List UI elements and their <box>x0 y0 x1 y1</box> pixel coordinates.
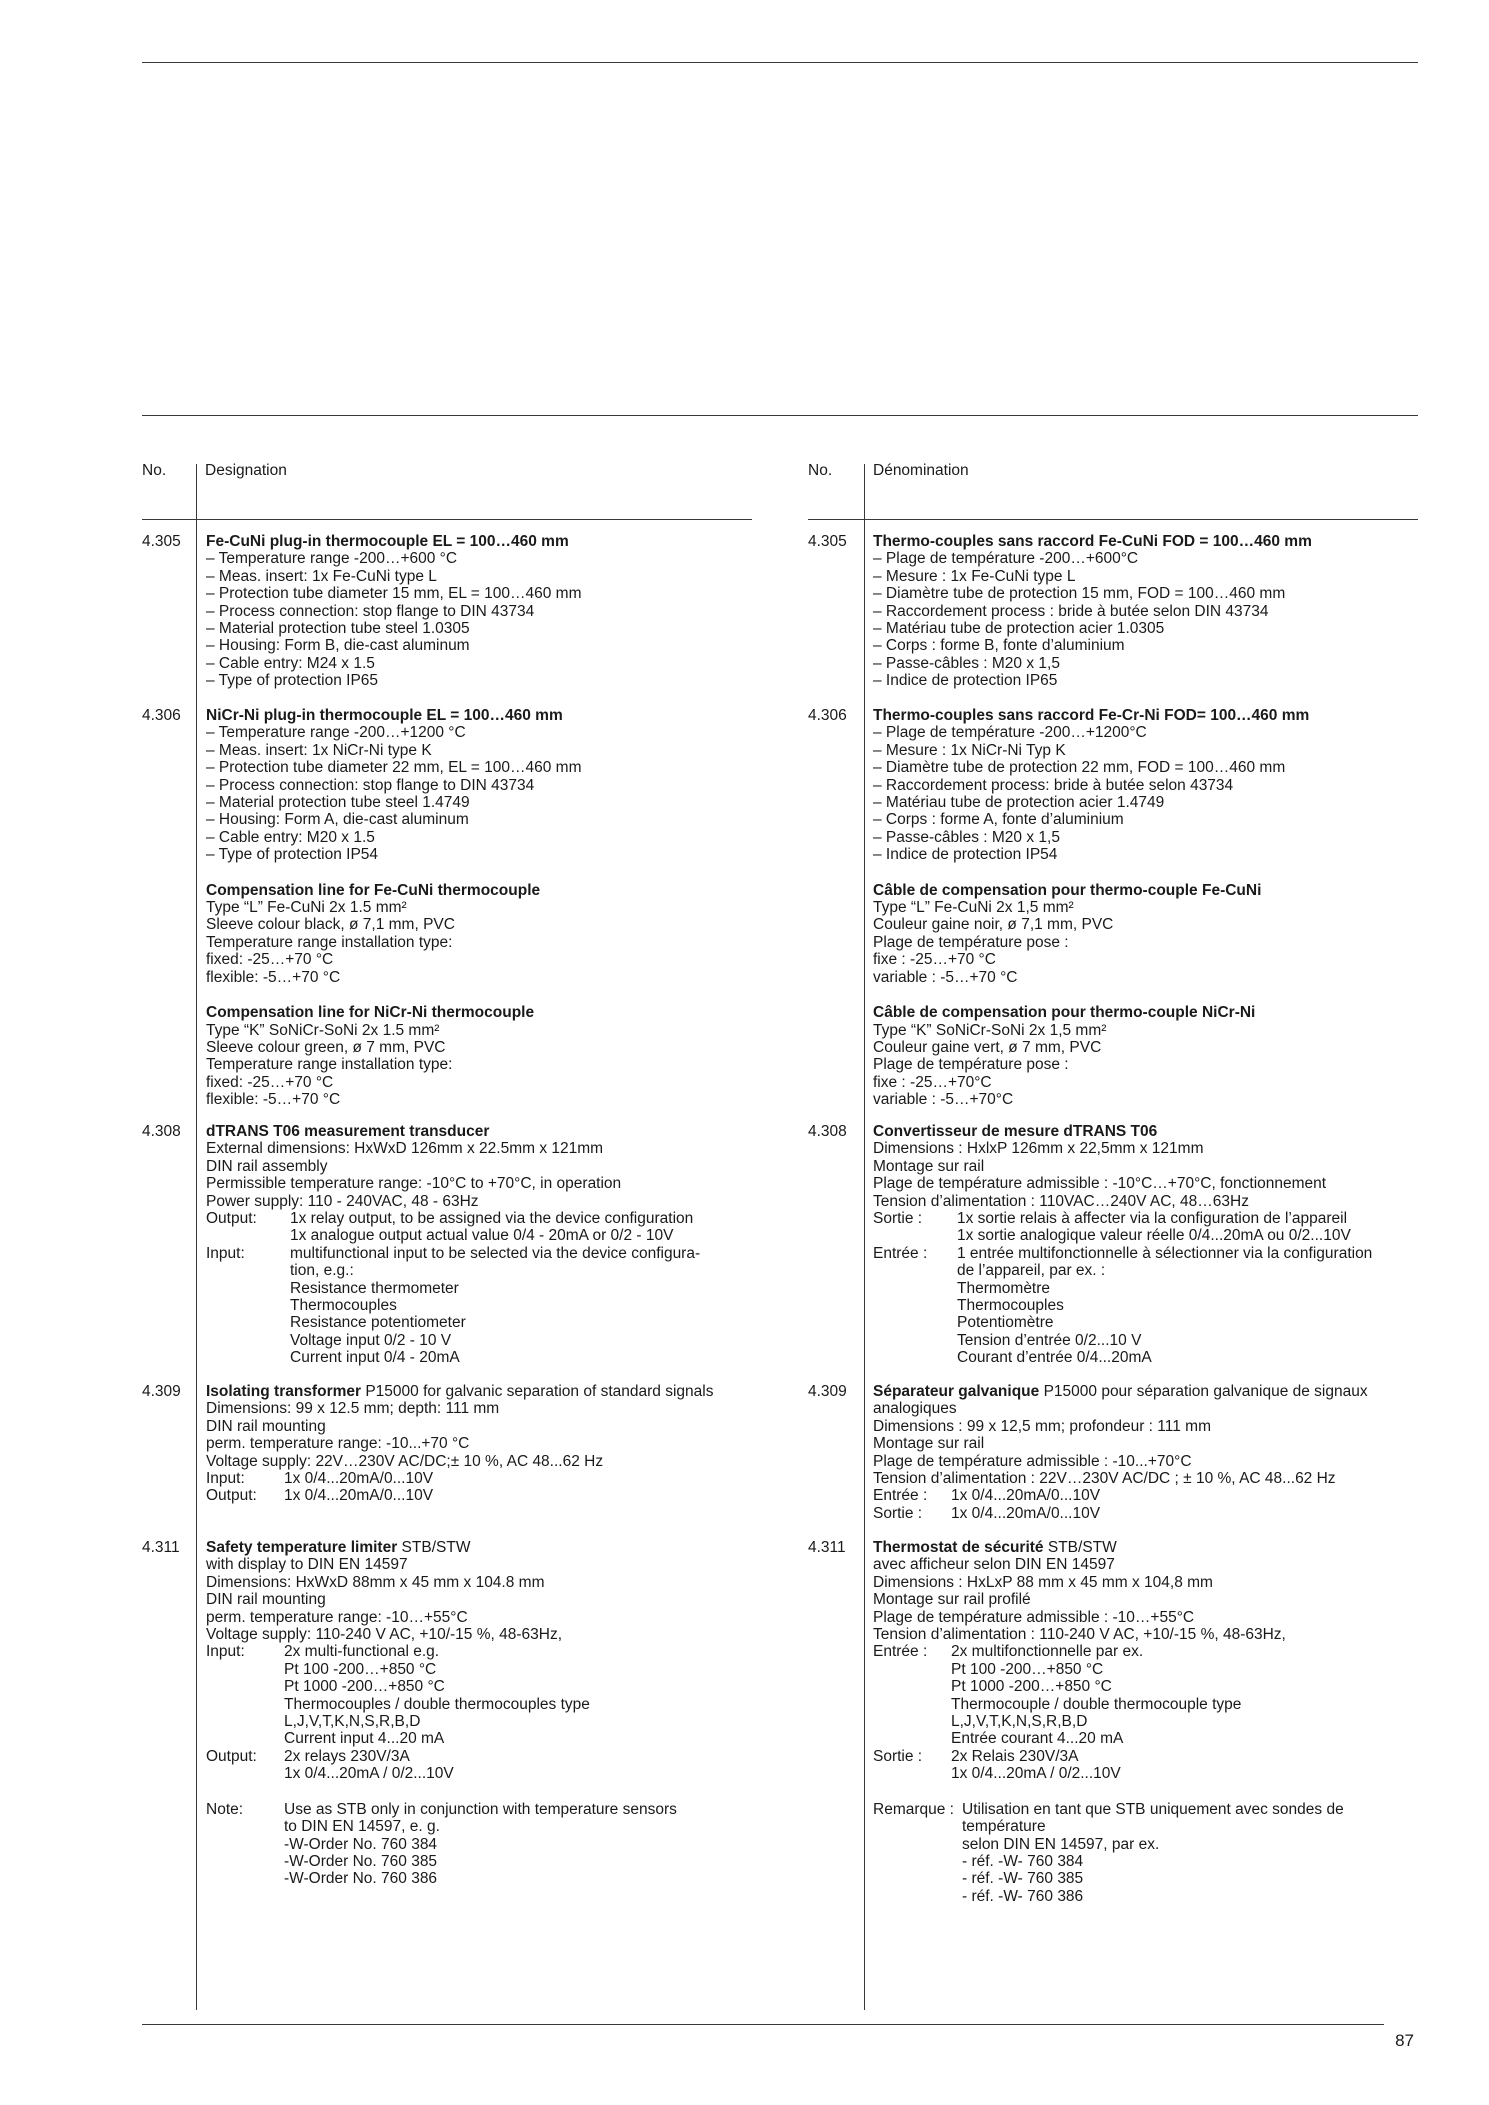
spec-line: fixe : -25…+70°C <box>873 1073 992 1091</box>
spec-line: 1x sortie relais à affecter via la configuration de l’appareil <box>957 1210 1348 1228</box>
entry-4306 <box>808 707 1428 1109</box>
left-header-no: No. <box>142 462 167 479</box>
spec-line: – Mesure : 1x NiCr-Ni Typ K <box>873 741 1066 759</box>
entry-title: Safety temperature limiter <box>206 1539 398 1556</box>
spec-line: – Mesure : 1x Fe-CuNi type L <box>873 567 1076 585</box>
spec-line: température <box>962 1818 1046 1836</box>
output-label: Sortie : <box>873 1504 923 1522</box>
spec-line: Thermocouples <box>290 1297 397 1315</box>
spec-line: Type “K” SoNiCr-SoNi 2x 1,5 mm² <box>873 1021 1107 1039</box>
spec-line: Temperature range installation type: <box>206 933 453 951</box>
spec-line: DIN rail mounting <box>206 1591 326 1609</box>
spec-line: 1x 0/4...20mA/0...10V <box>284 1470 434 1488</box>
entry-number: 4.305 <box>808 533 847 550</box>
spec-line: L,J,V,T,K,N,S,R,B,D <box>951 1713 1088 1731</box>
spec-line: -W-Order No. 760 386 <box>284 1870 438 1888</box>
entry-number: 4.305 <box>142 533 181 550</box>
entry-number: 4.306 <box>142 707 181 724</box>
spec-line: – Protection tube diameter 15 mm, EL = 100…460 mm <box>206 585 582 603</box>
spec-line: – Indice de protection IP65 <box>873 672 1058 690</box>
entry-title: Thermo-couples sans raccord Fe-Cr-Ni FOD= 100…460 mm <box>873 707 1310 724</box>
spec-line: fixe : -25…+70 °C <box>873 951 996 969</box>
right-header-denomination: Dénomination <box>873 462 969 479</box>
entry-4308 <box>808 1123 1428 1367</box>
entry-title-suffix: STB/STW <box>1043 1539 1117 1556</box>
spec-line: Type “K” SoNiCr-SoNi 2x 1.5 mm² <box>206 1021 440 1039</box>
spec-line: 1 entrée multifonctionnelle à sélectionner via la configuration <box>957 1244 1373 1262</box>
spec-line: Tension d’entrée 0/2...10 V <box>957 1331 1142 1349</box>
spec-line: variable : -5…+70°C <box>873 1091 1014 1109</box>
spec-line: DIN rail mounting <box>206 1417 326 1435</box>
spec-line: – Housing: Form A, die-cast aluminum <box>206 811 469 829</box>
spec-line: Entrée courant 4...20 mA <box>951 1730 1124 1748</box>
entry-4309 <box>808 1383 1428 1522</box>
left-header-rule <box>142 519 752 520</box>
spec-line: – Plage de température -200…+600°C <box>873 550 1139 568</box>
left-header-designation: Designation <box>205 462 287 479</box>
spec-line: Thermomètre <box>957 1279 1051 1297</box>
entry-title-suffix: P15000 pour séparation galvanique de signaux <box>1039 1383 1368 1400</box>
spec-line: de l’appareil, par ex. : <box>957 1262 1106 1280</box>
spec-line: Resistance thermometer <box>290 1279 459 1297</box>
spec-line: External dimensions: HxWxD 126mm x 22.5mm x 121mm <box>206 1140 604 1158</box>
spec-line: selon DIN EN 14597, par ex. <box>962 1835 1160 1853</box>
spec-list <box>206 550 762 689</box>
spec-line: 1x sortie analogique valeur réelle 0/4...20mA ou 0/2...10V <box>957 1227 1351 1245</box>
spec-line: Plage de température admissible : -10°C…+70°C, fonctionnement <box>873 1175 1327 1193</box>
spec-line: Voltage supply: 22V…230V AC/DC;± 10 %, AC 48...62 Hz <box>206 1452 604 1470</box>
spec-line: to DIN EN 14597, e. g. <box>284 1818 440 1836</box>
spec-line: Thermocouple / double thermocouple type <box>951 1695 1242 1713</box>
entry-number: 4.311 <box>808 1539 846 1556</box>
spec-line: – Type of protection IP54 <box>206 846 379 864</box>
spec-line: analogiques <box>873 1400 957 1418</box>
spec-line: Type “L” Fe-CuNi 2x 1,5 mm² <box>873 899 1074 917</box>
output-label: Output: <box>206 1487 257 1505</box>
spec-line: 1x 0/4...20mA/0...10V <box>284 1487 434 1505</box>
spec-line: – Cable entry: M24 x 1.5 <box>206 654 375 672</box>
output-label: Output: <box>206 1747 257 1765</box>
spec-line: 2x multifonctionnelle par ex. <box>951 1643 1144 1661</box>
input-label: Input: <box>206 1244 245 1262</box>
spec-line: Utilisation en tant que STB uniquement avec sondes de <box>962 1800 1344 1818</box>
spec-line: Tension d’alimentation : 110-240 V AC, +10/-15 %, 48-63Hz, <box>873 1626 1286 1644</box>
compensation-title: Compensation line for NiCr-Ni thermocouple <box>206 1004 535 1022</box>
spec-line: Potentiomètre <box>957 1314 1054 1332</box>
spec-line: Sleeve colour black, ø 7,1 mm, PVC <box>206 916 455 934</box>
spec-line: Pt 100 -200…+850 °C <box>284 1660 437 1678</box>
spec-line: 1x 0/4...20mA/0...10V <box>951 1487 1101 1505</box>
spec-line: Temperature range installation type: <box>206 1056 453 1074</box>
spec-line: Current input 4...20 mA <box>284 1730 445 1748</box>
spec-line: – Diamètre tube de protection 22 mm, FOD = 100…460 mm <box>873 759 1286 777</box>
spec-line: perm. temperature range: -10...+70 °C <box>206 1435 470 1453</box>
spec-line: Courant d’entrée 0/4...20mA <box>957 1349 1152 1367</box>
spec-line: fixed: -25…+70 °C <box>206 951 334 969</box>
spec-line: Dimensions: 99 x 12.5 mm; depth: 111 mm <box>206 1400 500 1418</box>
spec-line: – Process connection: stop flange to DIN 43734 <box>206 602 535 620</box>
spec-line: Permissible temperature range: -10°C to +70°C, in operation <box>206 1175 622 1193</box>
entry-number: 4.311 <box>142 1539 180 1556</box>
spec-line: 2x Relais 230V/3A <box>951 1747 1079 1765</box>
compensation-title: Câble de compensation pour thermo-couple NiCr-Ni <box>873 1004 1256 1022</box>
spec-line: – Matériau tube de protection acier 1.0305 <box>873 620 1165 638</box>
spec-line: Thermocouples <box>957 1297 1064 1315</box>
spec-line: 1x 0/4...20mA/0...10V <box>951 1504 1101 1522</box>
bottom-rule <box>142 2024 1384 2025</box>
spec-line: – Process connection: stop flange to DIN 43734 <box>206 776 535 794</box>
spec-line: – Meas. insert: 1x Fe-CuNi type L <box>206 567 437 585</box>
spec-line: – Matériau tube de protection acier 1.4749 <box>873 794 1165 812</box>
entry-title: Séparateur galvanique <box>873 1383 1040 1400</box>
entry-title: NiCr-Ni plug-in thermocouple EL = 100…460 mm <box>206 707 563 724</box>
spec-line: Montage sur rail <box>873 1157 985 1175</box>
spec-line: Dimensions : HxLxP 88 mm x 45 mm x 104,8 mm <box>873 1573 1213 1591</box>
entry-title: Thermostat de sécurité <box>873 1539 1044 1556</box>
spec-line: with display to DIN EN 14597 <box>206 1556 408 1574</box>
spec-line: – Raccordement process : bride à butée selon DIN 43734 <box>873 602 1269 620</box>
spec-line: -W-Order No. 760 385 <box>284 1852 438 1870</box>
top-rule <box>142 62 1418 63</box>
spec-line: Tension d’alimentation : 110VAC…240V AC, 48…63Hz <box>873 1192 1249 1210</box>
entry-number: 4.309 <box>142 1383 181 1400</box>
spec-line: flexible: -5…+70 °C <box>206 968 341 986</box>
spec-line: – Temperature range -200…+1200 °C <box>206 724 466 742</box>
input-label: Input: <box>206 1470 245 1488</box>
spec-line: 1x analogue output actual value 0/4 - 20mA or 0/2 - 10V <box>290 1227 674 1245</box>
entry-title: Isolating transformer <box>206 1383 362 1400</box>
spec-line: – Housing: Form B, die-cast aluminum <box>206 637 470 655</box>
entry-4311 <box>808 1539 1428 1905</box>
spec-line: Couleur gaine vert, ø 7 mm, PVC <box>873 1038 1102 1056</box>
spec-line: – Material protection tube steel 1.0305 <box>206 620 470 638</box>
spec-line: avec afficheur selon DIN EN 14597 <box>873 1556 1115 1574</box>
spec-line: - réf. -W- 760 384 <box>962 1852 1084 1870</box>
spec-line: DIN rail assembly <box>206 1157 328 1175</box>
output-label: Output: <box>206 1210 257 1228</box>
spec-line: Sleeve colour green, ø 7 mm, PVC <box>206 1038 446 1056</box>
spec-line: – Corps : forme A, fonte d’aluminium <box>873 811 1124 829</box>
spec-line: flexible: -5…+70 °C <box>206 1091 341 1109</box>
spec-line: – Diamètre tube de protection 15 mm, FOD = 100…460 mm <box>873 585 1286 603</box>
spec-line: fixed: -25…+70 °C <box>206 1073 334 1091</box>
spec-line: – Type of protection IP65 <box>206 672 379 690</box>
spec-line: – Passe-câbles : M20 x 1,5 <box>873 654 1060 672</box>
spec-line: perm. temperature range: -10…+55°C <box>206 1608 468 1626</box>
spec-line: Dimensions : 99 x 12,5 mm; profondeur : 111 mm <box>873 1417 1211 1435</box>
entry-4305 <box>808 533 1428 690</box>
spec-line: Tension d’alimentation : 22V…230V AC/DC ; ± 10 %, AC 48...62 Hz <box>873 1470 1336 1488</box>
input-label: Input: <box>206 1643 245 1661</box>
input-label: Entrée : <box>873 1487 928 1505</box>
note-label: Note: <box>206 1800 244 1818</box>
spec-line: 1x 0/4...20mA / 0/2...10V <box>951 1765 1121 1783</box>
output-label: Sortie : <box>873 1210 923 1228</box>
spec-line: – Corps : forme B, fonte d’aluminium <box>873 637 1125 655</box>
right-header-no: No. <box>808 462 833 479</box>
entry-4306 <box>142 707 762 1109</box>
spec-line: Pt 1000 -200…+850 °C <box>284 1678 445 1696</box>
spec-line: 2x relays 230V/3A <box>284 1747 410 1765</box>
spec-line: Plage de température pose : <box>873 1056 1069 1074</box>
spec-line: Dimensions: HxWxD 88mm x 45 mm x 104.8 mm <box>206 1573 545 1591</box>
entry-title-suffix: STB/STW <box>397 1539 471 1556</box>
spec-line: tion, e.g.: <box>290 1262 354 1280</box>
spec-line: L,J,V,T,K,N,S,R,B,D <box>284 1713 421 1731</box>
entry-4311 <box>142 1539 762 1888</box>
entry-number: 4.306 <box>808 707 847 724</box>
entry-title-suffix: P15000 for galvanic separation of standard signals <box>361 1383 714 1400</box>
spec-line: – Passe-câbles : M20 x 1,5 <box>873 828 1060 846</box>
input-label: Entrée : <box>873 1643 928 1661</box>
spec-line: multifunctional input to be selected via the device configura- <box>290 1244 701 1262</box>
page-number: 87 <box>1395 2031 1414 2050</box>
entry-title: dTRANS T06 measurement transducer <box>206 1123 490 1140</box>
spec-line: -W-Order No. 760 384 <box>284 1835 438 1853</box>
right-header-rule <box>808 519 1418 520</box>
spec-line: – Protection tube diameter 22 mm, EL = 100…460 mm <box>206 759 582 777</box>
spec-line: - réf. -W- 760 386 <box>962 1887 1084 1905</box>
spec-line: 2x multi-functional e.g. <box>284 1643 440 1661</box>
compensation-title: Câble de compensation pour thermo-couple Fe-CuNi <box>873 881 1262 899</box>
spec-line: – Material protection tube steel 1.4749 <box>206 794 470 812</box>
spec-line: Couleur gaine noir, ø 7,1 mm, PVC <box>873 916 1114 934</box>
spec-line: 1x 0/4...20mA / 0/2...10V <box>284 1765 454 1783</box>
spec-line: Type “L” Fe-CuNi 2x 1.5 mm² <box>206 899 407 917</box>
spec-line: – Meas. insert: 1x NiCr-Ni type K <box>206 741 432 759</box>
output-label: Sortie : <box>873 1747 923 1765</box>
spec-line: - réf. -W- 760 385 <box>962 1870 1084 1888</box>
entry-number: 4.308 <box>142 1123 181 1140</box>
spec-line: Pt 1000 -200…+850 °C <box>951 1678 1112 1696</box>
spec-line: – Indice de protection IP54 <box>873 846 1058 864</box>
spec-line: Plage de température pose : <box>873 933 1069 951</box>
spec-line: Power supply: 110 - 240VAC, 48 - 63Hz <box>206 1192 479 1210</box>
spec-line: Montage sur rail <box>873 1435 985 1453</box>
section-rule <box>142 415 1418 416</box>
entry-number: 4.309 <box>808 1383 847 1400</box>
spec-line: Use as STB only in conjunction with temperature sensors <box>284 1800 677 1818</box>
spec-line: Plage de température admissible : -10…+55°C <box>873 1608 1195 1626</box>
entry-4309 <box>142 1383 762 1505</box>
spec-line: variable : -5…+70 °C <box>873 968 1018 986</box>
spec-line: – Temperature range -200…+600 °C <box>206 550 458 568</box>
entry-title: Fe-CuNi plug-in thermocouple EL = 100…460 mm <box>206 533 569 550</box>
spec-line: Voltage input 0/2 - 10 V <box>290 1331 452 1349</box>
entry-4305 <box>142 533 762 690</box>
spec-line: – Cable entry: M20 x 1.5 <box>206 828 375 846</box>
spec-line: Thermocouples / double thermocouples type <box>284 1695 590 1713</box>
note-label: Remarque : <box>873 1800 954 1818</box>
spec-line: Plage de température admissible : -10...+70°C <box>873 1452 1192 1470</box>
spec-line: Dimensions : HxlxP 126mm x 22,5mm x 121mm <box>873 1140 1204 1158</box>
entry-title: Thermo-couples sans raccord Fe-CuNi FOD = 100…460 mm <box>873 533 1312 550</box>
spec-line: Current input 0/4 - 20mA <box>290 1349 460 1367</box>
entry-title: Convertisseur de mesure dTRANS T06 <box>873 1123 1158 1140</box>
spec-line: 1x relay output, to be assigned via the device configuration <box>290 1210 694 1228</box>
compensation-title: Compensation line for Fe-CuNi thermocouple <box>206 881 541 899</box>
entry-4308 <box>142 1123 762 1367</box>
input-label: Entrée : <box>873 1244 928 1262</box>
spec-line: Montage sur rail profilé <box>873 1591 1031 1609</box>
entry-number: 4.308 <box>808 1123 847 1140</box>
spec-line: Voltage supply: 110-240 V AC, +10/-15 %, 48-63Hz, <box>206 1626 563 1644</box>
spec-line: Resistance potentiometer <box>290 1314 466 1332</box>
spec-line: – Raccordement process: bride à butée selon 43734 <box>873 776 1234 794</box>
spec-line: Pt 100 -200…+850 °C <box>951 1660 1104 1678</box>
spec-line: – Plage de température -200…+1200°C <box>873 724 1147 742</box>
